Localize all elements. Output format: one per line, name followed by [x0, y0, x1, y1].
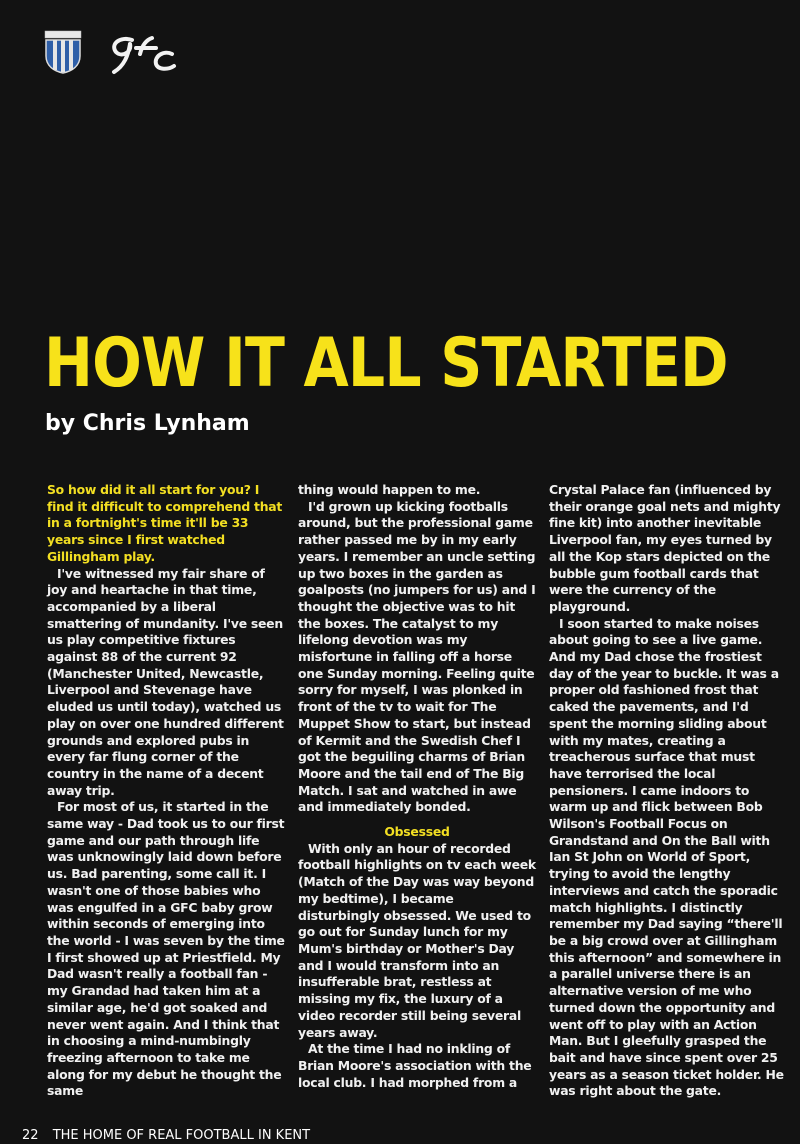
article-byline: by Chris Lynham [45, 411, 250, 436]
article-intro: So how did it all start for you? I find it difficult to comprehend that in a fortnight's time it'll be 33 years since I first watched Gillingham play. [47, 482, 283, 564]
club-crest-icon [44, 30, 82, 74]
article-paragraph: With only an hour of recorded football highlights on tv each week (Match of the Day was way beyond my bedtime), I became disturbingly obsessed. We used to go out for Sunday lunch for my Mum's birthday or Mother's Day and I would transform into an insufferable brat, restless at missing my fix, the luxury of a video recorder still being several years away. [298, 840, 536, 1040]
article-paragraph: thing would happen to me. [298, 482, 481, 497]
page-footer [22, 1128, 310, 1143]
article-paragraph: I'd grown up kicking footballs around, but the professional game rather passed me by in my early years. I remember an uncle setting up two boxes in the garden as goalposts (no jumpers for us) and I thought the objective was to hit the boxes. The catalyst to my lifelong devotion was my misfortune in falling off a horse one Sunday morning. Feeling quite sorry for myself, I was plonked in front of the tv to wait for The Muppet Show to start, but instead of Kermit and the Swedish Chef I got the beguiling charms of Brian Moore and the tail end of The Big Match. I sat and watched in awe and immediately bonded. [298, 498, 536, 815]
article-title: HOW IT ALL STARTED [44, 324, 728, 403]
gfc-monogram-logo [106, 30, 178, 76]
article-paragraph: For most of us, it started in the same way - Dad took us to our first game and our path through life was unknowingly laid down before us. Bad parenting, some call it. I wasn't one of those babies who was engulfed in a GFC baby grow within seconds of emerging into the world - I was seven by the time I first showed up at Priestfield. My Dad wasn't really a football fan - my Grandad had taken him at a similar age, he'd got soaked and never went again. And I think that in choosing a mind-numbingly freezing afternoon to take me along for my debut he thought the same [47, 799, 285, 1099]
article-column-1 [47, 482, 285, 1100]
footer-tagline: THE HOME OF REAL FOOTBALL IN KENT [52, 1128, 311, 1143]
article-paragraph: I soon started to make noises about going to see a live game. And my Dad chose the frostiest day of the year to buckle. It was a proper old fashioned frost that caked the pavements, and I'd spent the morning sliding about with my mates, creating a treacherous surface that must have terrorised the local pensioners. I came indoors to warm up and flick between Bob Wilson's Football Focus on Grandstand and On the Ball with Ian St John on World of Sport, trying to avoid the lengthy interviews and catch the sporadic match highlights. I distinctly remember my Dad saying “there'll be a big crowd over at Gillingham this afternoon” and somewhere in a parallel universe there is an alternative version of me who turned down the opportunity and went off to play with an Action Man. But I gleefully grasped the bait and have since spent over 25 years as a season ticket holder. He was right about the gate. [549, 615, 784, 1099]
page-number: 22 [22, 1128, 39, 1143]
article-subheading: Obsessed [384, 824, 450, 840]
article-paragraph: Crystal Palace fan (influenced by their orange goal nets and mighty fine kit) into another inevitable Liverpool fan, my eyes turned by all the Kop stars depicted on the bubble gum football cards that were the currency of the playground. [549, 482, 781, 614]
article-paragraph: I've witnessed my fair share of joy and heartache in that time, accompanied by a liberal smattering of mundanity. I've seen us play competitive fixtures against 88 of the current 92 (Manchester United, Newcastle, Liverpool and Stevenage have eluded us until today), watched us play on over one hundred different grounds and explored pubs in every far flung corner of the country in the name of a decent away trip. [47, 565, 284, 798]
article-column-2 [298, 482, 536, 1091]
article-paragraph: At the time I had no inkling of Brian Moore's association with the local club. I had morphed from a [298, 1041, 532, 1090]
article-column-3 [549, 482, 787, 1100]
